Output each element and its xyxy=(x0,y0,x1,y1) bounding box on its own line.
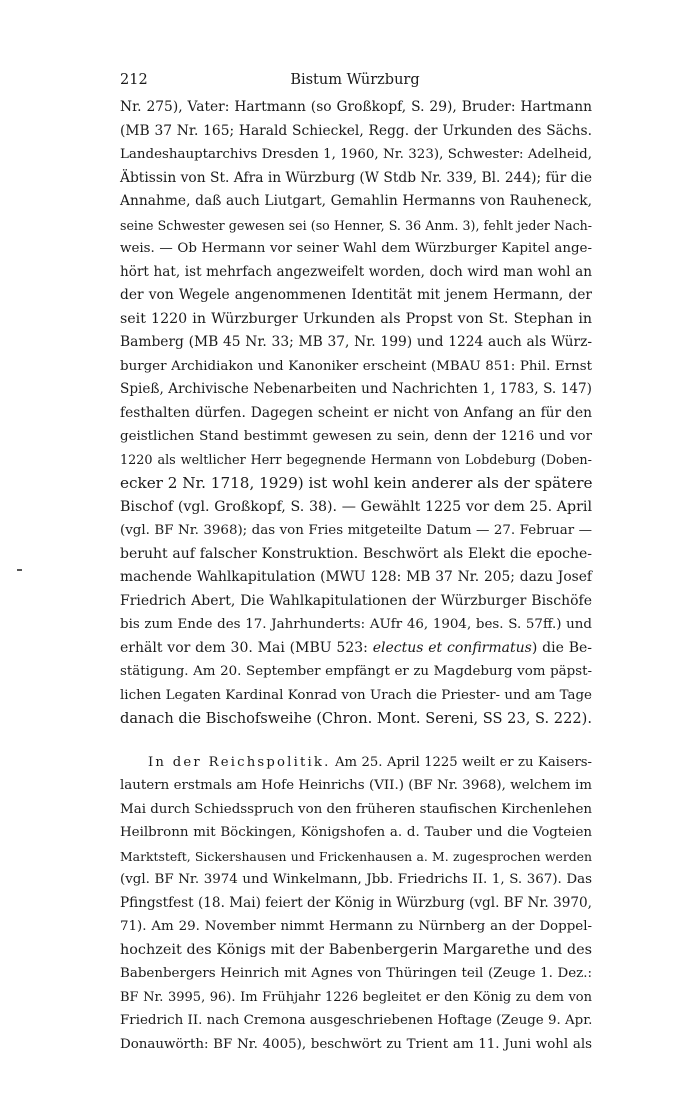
italic-phrase: electus et confirmatus xyxy=(372,639,532,656)
margin-mark xyxy=(17,569,22,571)
text-line: (MB 37 Nr. 165; Harald Schieckel, Regg. der Urkunden des Sächs. xyxy=(120,122,592,139)
text-line: Marktsteft, Sickershausen und Frickenhausen a. M. zugesprochen werden xyxy=(120,848,592,864)
text-line: Bamberg (MB 45 Nr. 33; MB 37, Nr. 199) und 1224 auch als Würz- xyxy=(120,334,592,350)
text-run: ) die Be- xyxy=(531,639,593,656)
running-title: Bistum Würzburg xyxy=(290,72,420,88)
text-line: machende Wahlkapitulation (MWU 128: MB 37 Nr. 205; dazu Josef xyxy=(120,569,592,585)
body-text xyxy=(120,96,592,1056)
text-line: geistlichen Stand bestimmt gewesen zu sein, denn der 1216 und vor xyxy=(120,429,592,444)
text-line: Annahme, daß auch Liutgart, Gemahlin Hermanns von Rauheneck, xyxy=(120,193,592,209)
text-run: Am 25. April 1225 weilt er zu Kaisers- xyxy=(330,754,593,770)
text-line: burger Archidiakon und Kanoniker erscheint (MBAU 851: Phil. Ernst xyxy=(120,358,592,374)
text-line: hochzeit des Königs mit der Babenbergerin Margarethe und des xyxy=(120,941,592,958)
text-line xyxy=(120,637,592,661)
text-line: Landeshauptarchivs Dresden 1, 1960, Nr. 323), Schwester: Adelheid, xyxy=(120,147,592,162)
text-line: Donauwörth: BF Nr. 4005), beschwört zu Trient am 11. Juni wohl als xyxy=(120,1036,592,1052)
text-line: seit 1220 in Würzburger Urkunden als Propst von St. Stephan in xyxy=(120,310,592,327)
text-line: lichen Legaten Kardinal Konrad von Urach die Priester- und am Tage xyxy=(120,687,592,703)
text-line: hört hat, ist mehrfach angezweifelt worden, doch wird man wohl an xyxy=(120,263,592,280)
text-line: Nr. 275), Vater: Hartmann (so Großkopf, S. 29), Bruder: Hartmann xyxy=(120,99,592,115)
text-line: 1220 als weltlicher Herr begegnende Hermann von Lobdeburg (Doben- xyxy=(120,452,592,468)
text-line: Spieß, Archivische Nebenarbeiten und Nachrichten 1, 1783, S. 147) xyxy=(120,381,592,397)
text-line: (vgl. BF Nr. 3968); das von Fries mitgeteilte Datum — 27. Februar — xyxy=(120,523,592,538)
text-line: 71). Am 29. November nimmt Hermann zu Nürnberg an der Doppel- xyxy=(120,919,592,934)
text-line: ecker 2 Nr. 1718, 1929) ist wohl kein anderer als der spätere xyxy=(120,474,593,492)
text-line: Friedrich Abert, Die Wahlkapitulationen der Würzburger Bischöfe xyxy=(120,592,592,609)
text-line: Pfingstfest (18. Mai) feiert der König in Würzburg (vgl. BF Nr. 3970, xyxy=(120,894,592,911)
text-run: erhält vor dem 30. Mai (MBU 523: xyxy=(120,639,373,656)
text-line: beruht auf falscher Konstruktion. Beschwört als Elekt die epoche- xyxy=(120,545,592,562)
text-line: seine Schwester gewesen sei (so Henner, S. 36 Anm. 3), fehlt jeder Nach- xyxy=(120,217,592,233)
running-head xyxy=(120,72,590,96)
section-heading: In der Reichspolitik. xyxy=(148,754,331,770)
text-line: stätigung. Am 20. September empfängt er zu Magdeburg vom päpst- xyxy=(120,664,592,679)
text-line: (vgl. BF Nr. 3974 und Winkelmann, Jbb. Friedrichs II. 1, S. 367). Das xyxy=(120,872,592,887)
text-line: Babenbergers Heinrich mit Agnes von Thüringen teil (Zeuge 1. Dez.: xyxy=(120,966,592,981)
text-line: weis. — Ob Hermann vor seiner Wahl dem Würzburger Kapitel ange- xyxy=(120,241,592,256)
text-line xyxy=(120,751,592,775)
text-line: BF Nr. 3995, 96). Im Frühjahr 1226 begleitet er den König zu dem von xyxy=(120,989,592,1005)
page-number: 212 xyxy=(120,72,148,88)
text-line: danach die Bischofsweihe (Chron. Mont. Sereni, SS 23, S. 222). xyxy=(120,710,592,727)
text-line: Äbtissin von St. Afra in Würzburg (W Stdb Nr. 339, Bl. 244); für die xyxy=(120,169,592,186)
text-line: Bischof (vgl. Großkopf, S. 38). — Gewählt 1225 vor dem 25. April xyxy=(120,498,592,515)
text-line: der von Wegele angenommenen Identität mit jenem Hermann, der xyxy=(120,287,592,303)
paragraph-gap xyxy=(120,731,592,751)
text-line: festhalten dürfen. Dagegen scheint er nicht von Anfang an für den xyxy=(120,404,592,421)
paragraph xyxy=(120,751,592,1057)
text-line: lautern erstmals am Hofe Heinrichs (VII.) (BF Nr. 3968), welchem im xyxy=(120,778,592,793)
text-line: Friedrich II. nach Cremona ausgeschriebenen Hoftage (Zeuge 9. Apr. xyxy=(120,1013,593,1028)
text-line: Heilbronn mit Böckingen, Königshofen a. d. Tauber und die Vogteien xyxy=(120,825,592,840)
paragraph xyxy=(120,96,592,731)
text-line: bis zum Ende des 17. Jahrhunderts: AUfr 46, 1904, bes. S. 57ff.) und xyxy=(120,617,592,632)
text-line: Mai durch Schiedsspruch von den früheren staufischen Kirchenlehen xyxy=(120,801,592,817)
